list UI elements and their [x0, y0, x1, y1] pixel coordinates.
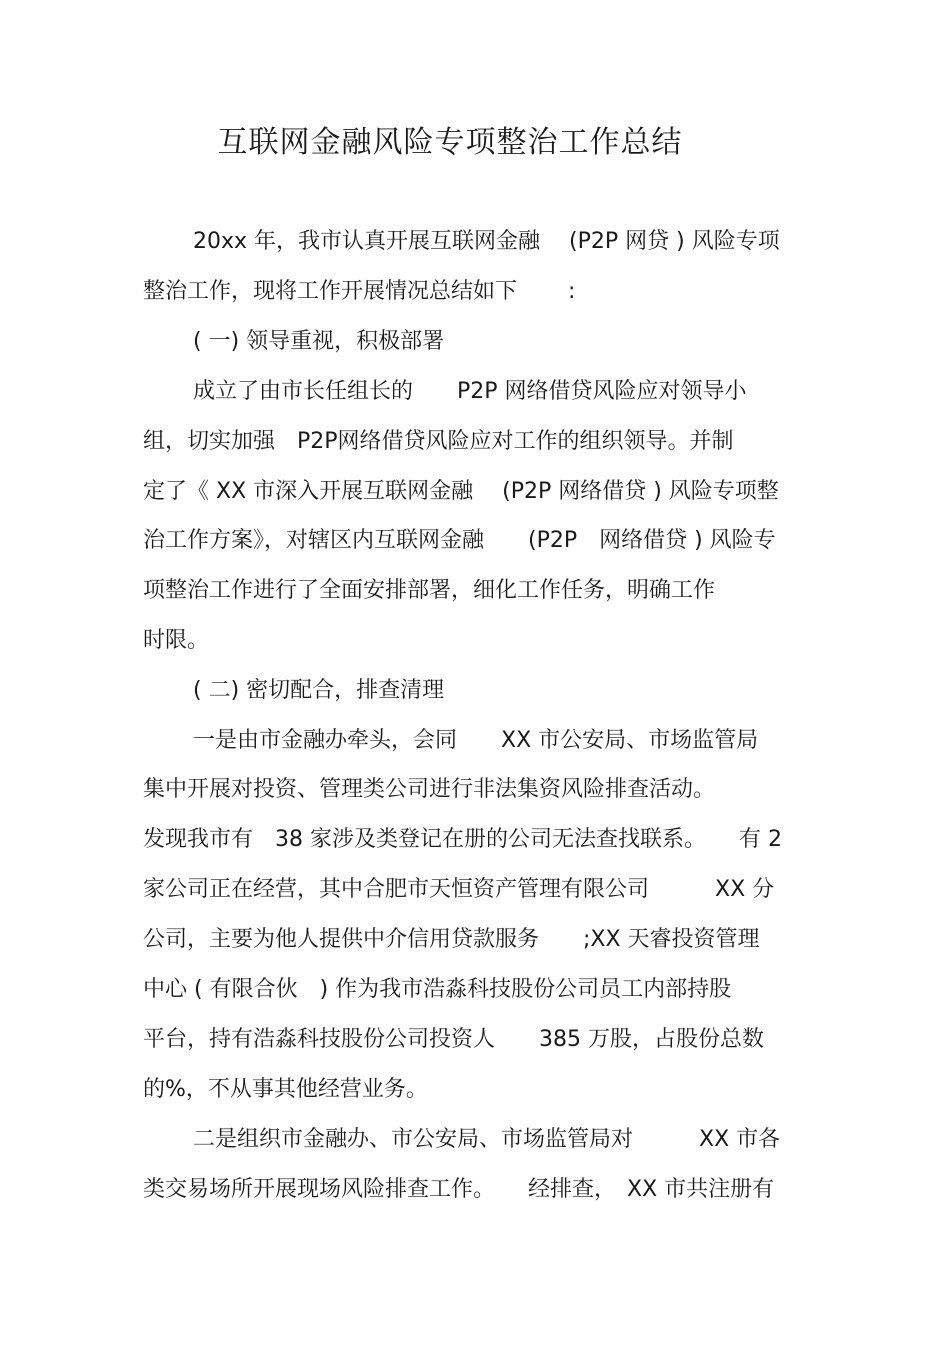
paragraph-line: 公司，主要为他人提供中介信用贷款服务 ;XX 天睿投资管理: [143, 927, 760, 952]
paragraph-line: 定了《 XX 市深入开展互联网金融 (P2P 网络借贷 ) 风险专项整: [143, 479, 779, 504]
paragraph-line: 的%，不从事其他经营业务。: [143, 1077, 428, 1102]
paragraph-line: 发现我市有 38 家涉及类登记在册的公司无法查找联系。 有 2: [143, 827, 782, 852]
paragraph-line: 20xx 年，我市认真开展互联网金融 (P2P 网贷 ) 风险专项: [193, 229, 780, 254]
paragraph-line: 中心 ( 有限合伙 ) 作为我市浩淼科技股份公司员工内部持股: [143, 977, 732, 1002]
paragraph-line: 时限。: [143, 628, 210, 653]
paragraph-line: 类交易场所开展现场风险排查工作。 经排查， XX 市共注册有: [143, 1177, 775, 1202]
paragraph-line: 整治工作，现将工作开展情况总结如下 :: [143, 279, 576, 304]
section-heading: ( 二) 密切配合，排查清理: [193, 678, 445, 703]
section-heading: ( 一) 领导重视，积极部署: [193, 329, 445, 354]
document-title: 互联网金融风险专项整治工作总结: [217, 125, 683, 160]
paragraph-line: 集中开展对投资、管理类公司进行非法集资风险排查活动。: [143, 777, 716, 802]
paragraph-line: 一是由市金融办牵头，会同 XX 市公安局、市场监管局: [193, 728, 759, 753]
paragraph-line: 平台，持有浩淼科技股份公司投资人 385 万股，占股份总数: [143, 1027, 764, 1052]
paragraph-line: 治工作方案》，对辖区内互联网金融 (P2P 网络借贷 ) 风险专: [143, 528, 776, 553]
paragraph-line: 项整治工作进行了全面安排部署，细化工作任务，明确工作: [143, 578, 716, 603]
paragraph-line: 组，切实加强 P2P网络借贷风险应对工作的组织领导。并制: [143, 429, 734, 454]
paragraph-line: 家公司正在经营，其中合肥市天恒资产管理有限公司 XX 分: [143, 877, 775, 902]
paragraph-line: 二是组织市金融办、市公安局、市场监管局对 XX 市各: [193, 1127, 781, 1152]
paragraph-line: 成立了由市长任组长的 P2P 网络借贷风险应对领导小: [193, 379, 747, 404]
